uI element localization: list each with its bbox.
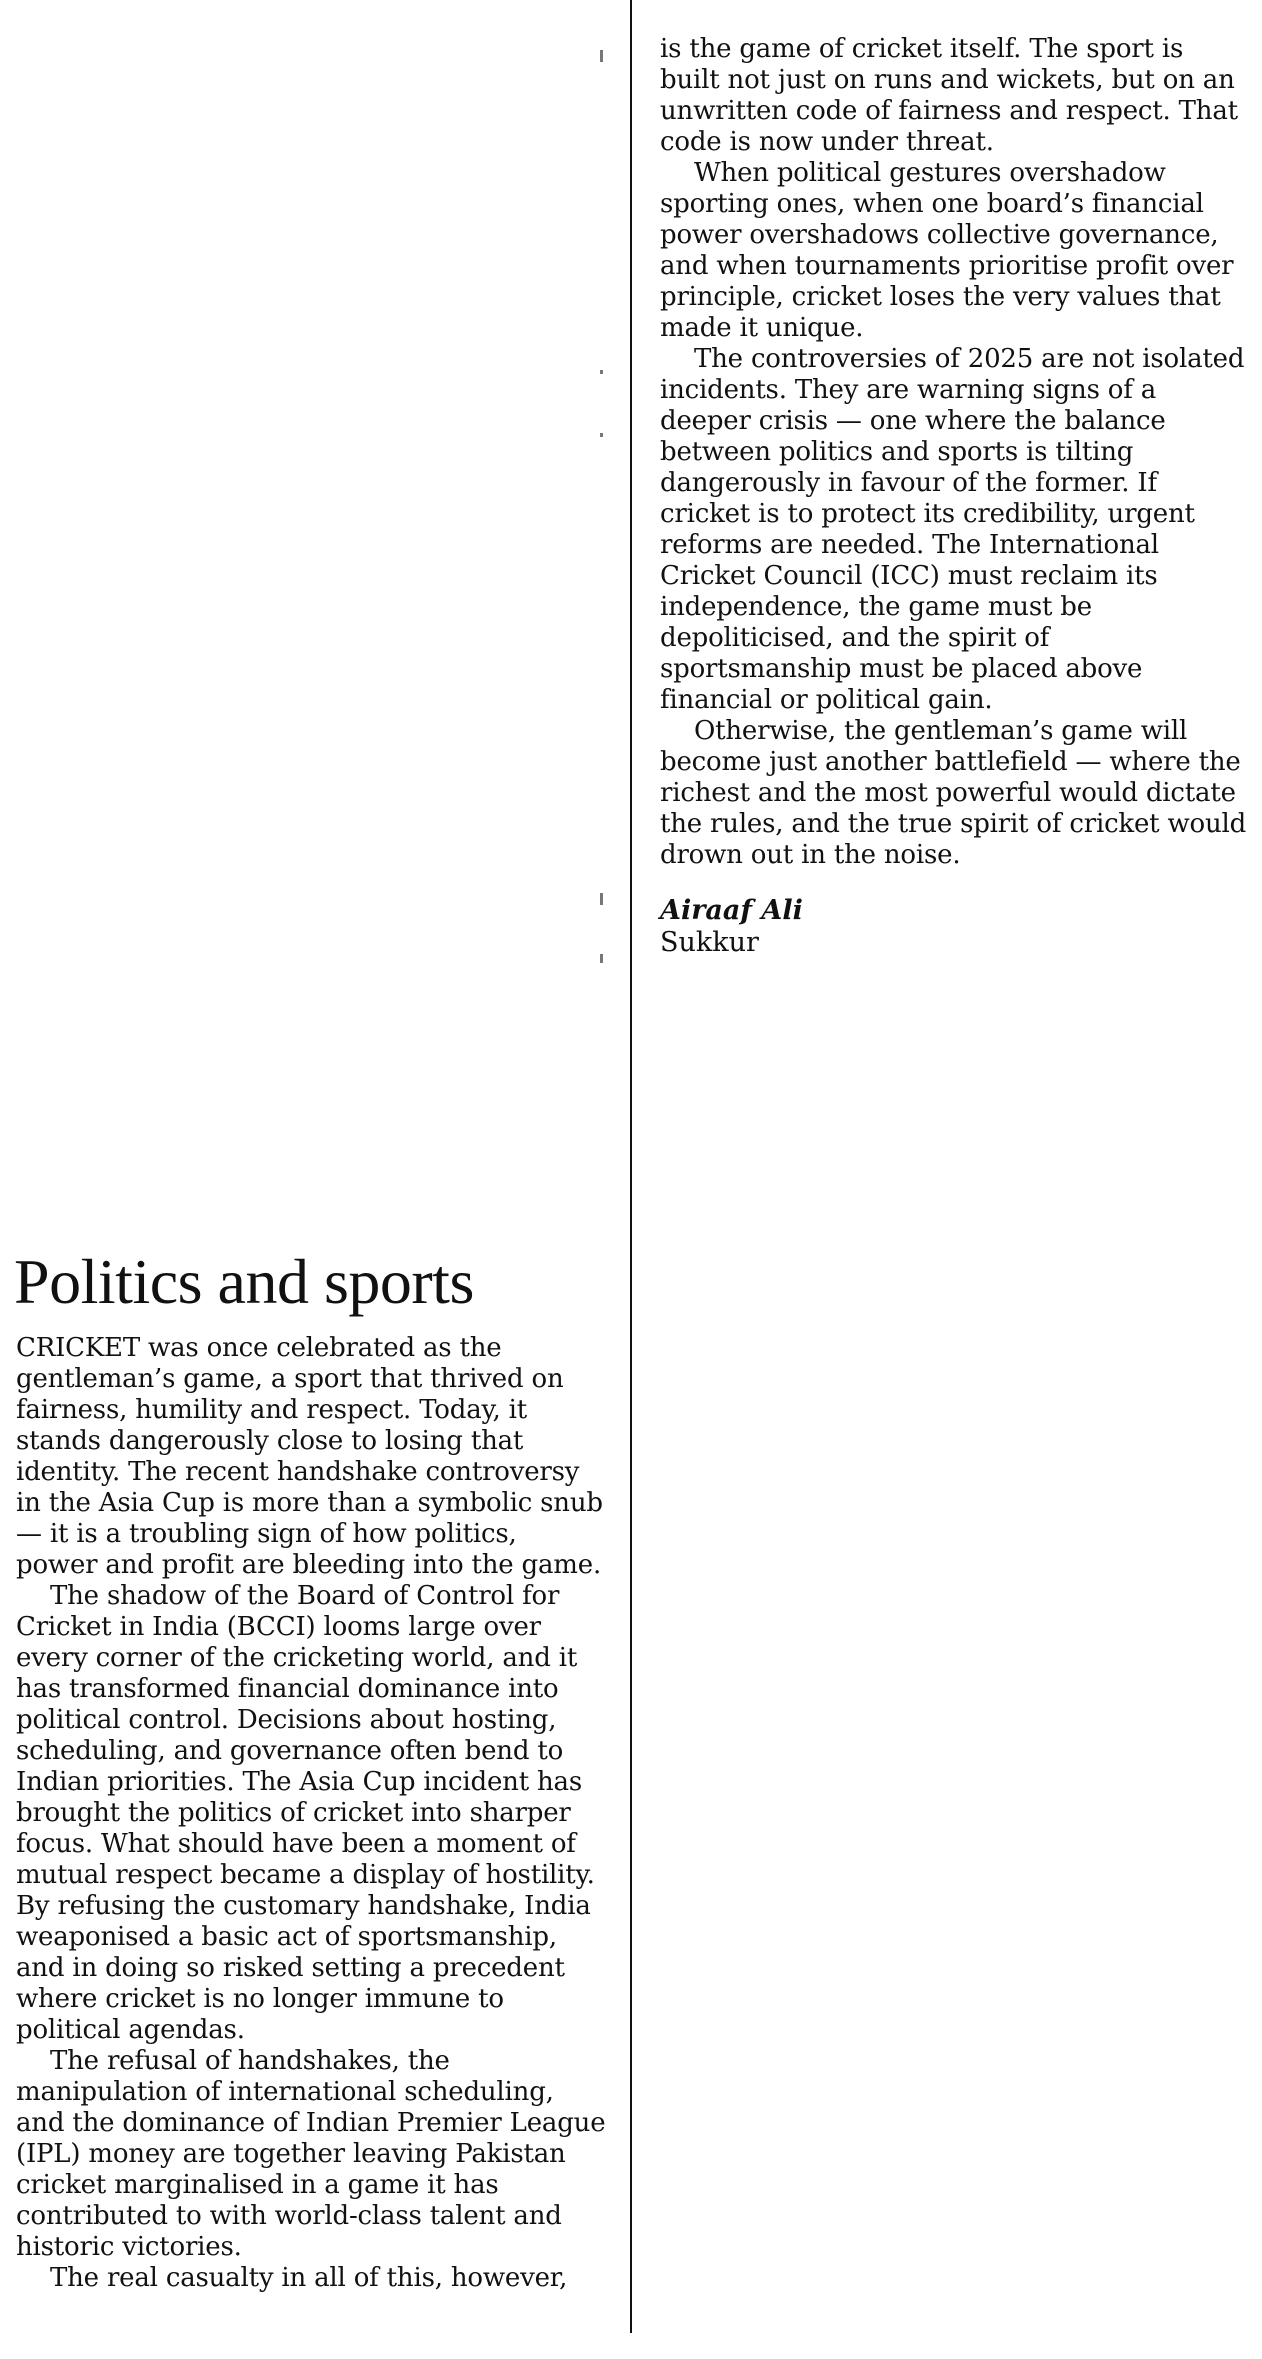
- margin-mark: [600, 433, 603, 437]
- letter-paragraph: When political gestures overshadow sporting ones, when one board’s financial power overshadows collective governance, and when tournaments prioritise profit over principle, cricket loses the very values that made it unique.: [660, 158, 1234, 343]
- author-name: Airaaf Ali: [660, 895, 803, 926]
- letter-paragraph: The shadow of the Board of Control for Cricket in India (BCCI) looms large over every corner of the cricketing world, and it has transformed financial dominance into political control. Decisions about hosting, scheduling, and governance often bend to Indian priorities. The Asia Cup incident has brought the politics of cricket into sharper focus. What should have been a moment of mutual respect became a display of hostility. By refusing the customary handshake, India weaponised a basic act of sportsmanship, and in doing so risked setting a precedent where cricket is no longer immune to political agendas.: [16, 1581, 595, 2045]
- margin-mark: [600, 370, 603, 374]
- letter-headline: Politics and sports: [14, 1246, 474, 1317]
- letter-paragraph: is the game of cricket itself. The sport is built not just on runs and wickets, but on an unwritten code of fairness and respect. That code is now under threat.: [660, 34, 1238, 157]
- letter-paragraph: CRICKET was once celebrated as the gentleman’s game, a sport that thrived on fairness, humility and respect. Today, it stands dangerously close to losing that identity. The recent handshake controversy in the Asia Cup is more than a symbolic snub — it is a troubling sign of how politics, power and profit are bleeding into the game.: [16, 1333, 603, 1580]
- column-divider: [630, 0, 632, 2333]
- author-location: Sukkur: [660, 927, 759, 958]
- letter-paragraph: The controversies of 2025 are not isolated incidents. They are warning signs of a deeper crisis — one where the balance between politics and sports is tilting dangerously in favour of the former. If cricket is to protect its credibility, urgent reforms are needed. The International Cricket Council (ICC) must reclaim its independence, the game must be depoliticised, and the spirit of sportsmanship must be placed above financial or political gain.: [660, 344, 1245, 715]
- margin-mark: [600, 954, 603, 963]
- margin-mark: [600, 50, 603, 62]
- margin-mark: [600, 893, 603, 905]
- right-column: [660, 34, 1248, 959]
- letter-paragraph: The refusal of handshakes, the manipulation of international scheduling, and the dominance of Indian Premier League (IPL) money are together leaving Pakistan cricket marginalised in a game it has contributed to with world-class talent and historic victories.: [16, 2046, 606, 2262]
- left-column: [16, 1245, 606, 2294]
- letter-paragraph: Otherwise, the gentleman’s game will become just another battlefield — where the richest and the most powerful would dictate the rules, and the true spirit of cricket would drown out in the noise.: [660, 716, 1247, 870]
- letter-paragraph: The real casualty in all of this, however,: [50, 2263, 568, 2293]
